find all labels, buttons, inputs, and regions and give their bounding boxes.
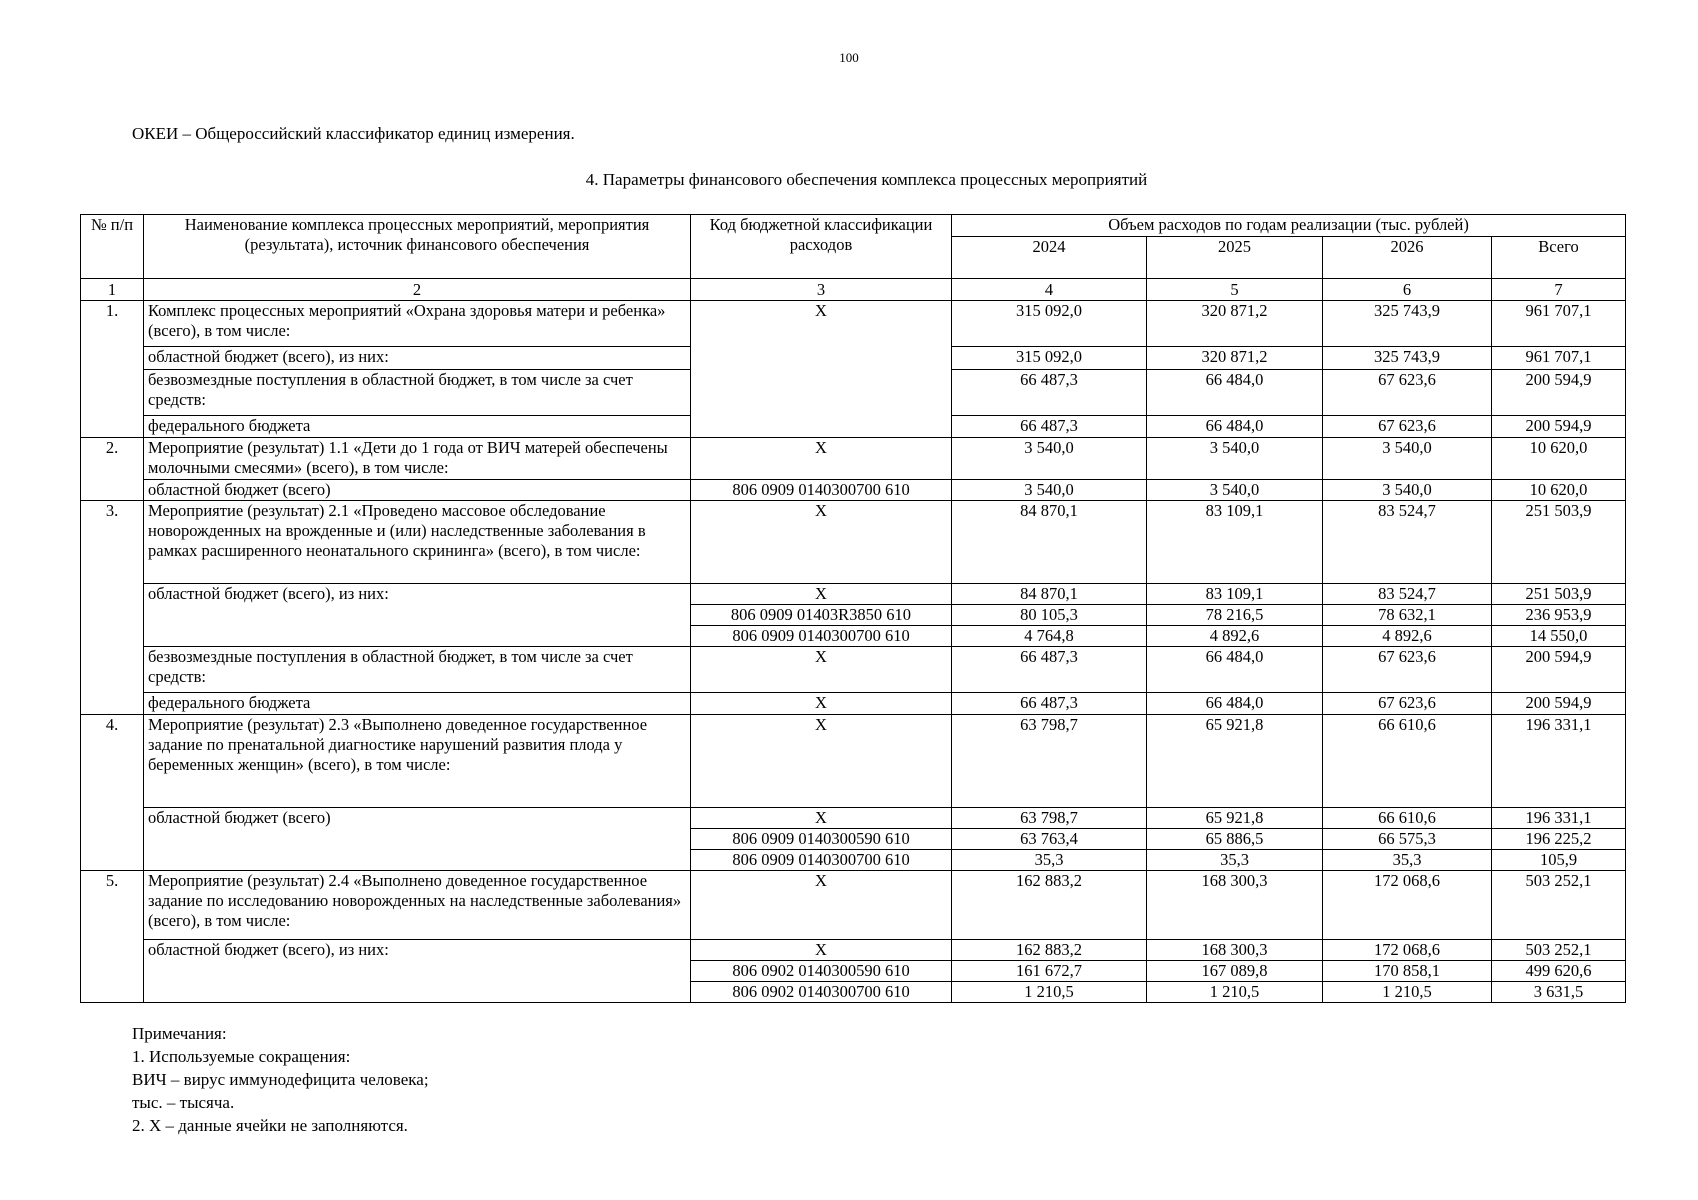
value-2026: 83 524,7 — [1323, 584, 1492, 605]
row-number: 1. — [81, 301, 144, 438]
row-code: X — [691, 693, 952, 715]
value-2024: 63 798,7 — [952, 808, 1147, 829]
index-cell: 2 — [144, 279, 691, 301]
value-2026: 1 210,5 — [1323, 982, 1492, 1003]
row-number: 2. — [81, 438, 144, 501]
row-code: X — [691, 584, 952, 605]
value-total: 503 252,1 — [1492, 940, 1626, 961]
value-total: 251 503,9 — [1492, 501, 1626, 584]
value-2024: 80 105,3 — [952, 605, 1147, 626]
row-name: Мероприятие (результат) 2.4 «Выполнено доведенное государственное задание по исследованию новорожденных на наследственные заболевания» (всего), в том числе: — [144, 871, 691, 940]
value-2024: 66 487,3 — [952, 416, 1147, 438]
value-total: 251 503,9 — [1492, 584, 1626, 605]
value-2025: 168 300,3 — [1147, 871, 1323, 940]
row-code: 806 0909 01403R3850 610 — [691, 605, 952, 626]
value-2026: 325 743,9 — [1323, 301, 1492, 347]
index-cell: 5 — [1147, 279, 1323, 301]
note-line: 1. Используемые сокращения: — [132, 1047, 351, 1066]
table-row — [81, 438, 1626, 480]
value-2025: 167 089,8 — [1147, 961, 1323, 982]
value-2024: 63 763,4 — [952, 829, 1147, 850]
row-number: 4. — [81, 715, 144, 871]
value-2025: 66 484,0 — [1147, 370, 1323, 416]
header-2026: 2026 — [1323, 237, 1492, 279]
row-name: безвозмездные поступления в областной бюджет, в том числе за счет средств: — [144, 647, 691, 693]
value-2024: 161 672,7 — [952, 961, 1147, 982]
row-name: областной бюджет (всего), из них: — [144, 940, 691, 1003]
value-total: 196 225,2 — [1492, 829, 1626, 850]
column-index-row — [81, 279, 1626, 301]
row-code: 806 0909 0140300700 610 — [691, 850, 952, 871]
value-2025: 65 921,8 — [1147, 715, 1323, 808]
row-name: областной бюджет (всего), из них: — [144, 347, 691, 370]
value-total: 961 707,1 — [1492, 347, 1626, 370]
value-2024: 315 092,0 — [952, 347, 1147, 370]
row-name: Мероприятие (результат) 2.3 «Выполнено доведенное государственное задание по пренатальной диагностике нарушений развития плода у беременных женщин» (всего), в том числе: — [144, 715, 691, 808]
value-2024: 315 092,0 — [952, 301, 1147, 347]
row-code: X — [691, 715, 952, 808]
value-2024: 3 540,0 — [952, 480, 1147, 501]
header-name: Наименование комплекса процессных мероприятий, мероприятия (результата), источник финансового обеспечения — [144, 215, 691, 279]
table-row — [81, 940, 1626, 961]
value-total: 200 594,9 — [1492, 416, 1626, 438]
value-total: 236 953,9 — [1492, 605, 1626, 626]
value-2025: 320 871,2 — [1147, 347, 1323, 370]
row-code: X — [691, 808, 952, 829]
row-name: федерального бюджета — [144, 693, 691, 715]
value-2025: 35,3 — [1147, 850, 1323, 871]
table-row — [81, 693, 1626, 715]
index-cell: 4 — [952, 279, 1147, 301]
row-code: 806 0902 0140300700 610 — [691, 982, 952, 1003]
value-2025: 66 484,0 — [1147, 693, 1323, 715]
value-total: 3 631,5 — [1492, 982, 1626, 1003]
value-2026: 66 610,6 — [1323, 808, 1492, 829]
value-total: 499 620,6 — [1492, 961, 1626, 982]
row-name: федерального бюджета — [144, 416, 691, 438]
value-2026: 325 743,9 — [1323, 347, 1492, 370]
header-2025: 2025 — [1147, 237, 1323, 279]
value-2026: 83 524,7 — [1323, 501, 1492, 584]
row-name: областной бюджет (всего) — [144, 808, 691, 871]
value-total: 10 620,0 — [1492, 480, 1626, 501]
row-code: X — [691, 501, 952, 584]
value-total: 503 252,1 — [1492, 871, 1626, 940]
note-line: 2. X – данные ячейки не заполняются. — [132, 1116, 408, 1135]
value-total: 200 594,9 — [1492, 370, 1626, 416]
index-cell: 6 — [1323, 279, 1492, 301]
value-2025: 168 300,3 — [1147, 940, 1323, 961]
value-2024: 84 870,1 — [952, 501, 1147, 584]
value-2026: 4 892,6 — [1323, 626, 1492, 647]
row-code: X — [691, 940, 952, 961]
value-2024: 35,3 — [952, 850, 1147, 871]
header-row — [81, 215, 1626, 237]
value-2026: 67 623,6 — [1323, 693, 1492, 715]
row-number: 3. — [81, 501, 144, 715]
table-row — [81, 715, 1626, 808]
value-2024: 162 883,2 — [952, 940, 1147, 961]
value-2026: 3 540,0 — [1323, 480, 1492, 501]
value-2024: 66 487,3 — [952, 693, 1147, 715]
value-2025: 320 871,2 — [1147, 301, 1323, 347]
value-2025: 83 109,1 — [1147, 501, 1323, 584]
row-code: 806 0909 0140300590 610 — [691, 829, 952, 850]
value-2024: 4 764,8 — [952, 626, 1147, 647]
row-code: X — [691, 301, 952, 438]
value-2026: 170 858,1 — [1323, 961, 1492, 982]
value-total: 10 620,0 — [1492, 438, 1626, 480]
value-total: 196 331,1 — [1492, 808, 1626, 829]
row-number: 5. — [81, 871, 144, 1003]
header-code: Код бюджетной классификации расходов — [691, 215, 952, 279]
row-code: 806 0902 0140300590 610 — [691, 961, 952, 982]
value-2024: 66 487,3 — [952, 647, 1147, 693]
value-2026: 35,3 — [1323, 850, 1492, 871]
value-2025: 65 921,8 — [1147, 808, 1323, 829]
row-name: областной бюджет (всего) — [144, 480, 691, 501]
value-2024: 63 798,7 — [952, 715, 1147, 808]
header-2024: 2024 — [952, 237, 1147, 279]
table-row — [81, 480, 1626, 501]
value-2024: 66 487,3 — [952, 370, 1147, 416]
header-volume: Объем расходов по годам реализации (тыс. рублей) — [952, 215, 1626, 237]
row-code: X — [691, 438, 952, 480]
value-2024: 84 870,1 — [952, 584, 1147, 605]
financing-table — [80, 214, 1626, 1003]
value-2026: 78 632,1 — [1323, 605, 1492, 626]
value-2024: 1 210,5 — [952, 982, 1147, 1003]
row-code: X — [691, 647, 952, 693]
value-2025: 66 484,0 — [1147, 647, 1323, 693]
table-row — [81, 871, 1626, 940]
table-row — [81, 647, 1626, 693]
value-2025: 3 540,0 — [1147, 480, 1323, 501]
value-2025: 1 210,5 — [1147, 982, 1323, 1003]
value-2026: 3 540,0 — [1323, 438, 1492, 480]
row-code: 806 0909 0140300700 610 — [691, 480, 952, 501]
row-name: Комплекс процессных мероприятий «Охрана здоровья матери и ребенка» (всего), в том числе: — [144, 301, 691, 347]
table-row — [81, 808, 1626, 829]
header-num: № п/п — [81, 215, 144, 279]
value-2025: 78 216,5 — [1147, 605, 1323, 626]
header-total: Всего — [1492, 237, 1626, 279]
table-row — [81, 301, 1626, 347]
notes — [132, 1022, 429, 1137]
notes-heading: Примечания: — [132, 1024, 227, 1043]
abbreviation-line: ОКЕИ – Общероссийский классификатор единиц измерения. — [132, 124, 575, 143]
row-code: X — [691, 871, 952, 940]
value-2026: 67 623,6 — [1323, 647, 1492, 693]
page-number: 100 — [839, 50, 859, 65]
row-name: безвозмездные поступления в областной бюджет, в том числе за счет средств: — [144, 370, 691, 416]
table-row — [81, 501, 1626, 584]
row-name: Мероприятие (результат) 1.1 «Дети до 1 года от ВИЧ матерей обеспечены молочными смесями» (всего), в том числе: — [144, 438, 691, 480]
value-total: 14 550,0 — [1492, 626, 1626, 647]
value-total: 196 331,1 — [1492, 715, 1626, 808]
index-cell: 1 — [81, 279, 144, 301]
value-2024: 3 540,0 — [952, 438, 1147, 480]
value-total: 200 594,9 — [1492, 647, 1626, 693]
value-2026: 66 575,3 — [1323, 829, 1492, 850]
index-cell: 3 — [691, 279, 952, 301]
row-name: областной бюджет (всего), из них: — [144, 584, 691, 647]
value-total: 105,9 — [1492, 850, 1626, 871]
index-cell: 7 — [1492, 279, 1626, 301]
value-2025: 4 892,6 — [1147, 626, 1323, 647]
value-2026: 67 623,6 — [1323, 416, 1492, 438]
value-2025: 65 886,5 — [1147, 829, 1323, 850]
value-2025: 3 540,0 — [1147, 438, 1323, 480]
value-2025: 83 109,1 — [1147, 584, 1323, 605]
value-2024: 162 883,2 — [952, 871, 1147, 940]
note-line: тыс. – тысяча. — [132, 1093, 235, 1112]
value-2026: 172 068,6 — [1323, 940, 1492, 961]
value-total: 961 707,1 — [1492, 301, 1626, 347]
section-title: 4. Параметры финансового обеспечения комплекса процессных мероприятий — [585, 170, 1148, 189]
value-total: 200 594,9 — [1492, 693, 1626, 715]
row-name: Мероприятие (результат) 2.1 «Проведено массовое обследование новорожденных на врожденные и (или) наследственные заболевания в рамках расширенного неонатального скрининга» (всего), в том числе: — [144, 501, 691, 584]
value-2026: 172 068,6 — [1323, 871, 1492, 940]
note-line: ВИЧ – вирус иммунодефицита человека; — [132, 1070, 429, 1089]
table-row — [81, 584, 1626, 605]
value-2026: 67 623,6 — [1323, 370, 1492, 416]
value-2025: 66 484,0 — [1147, 416, 1323, 438]
row-code: 806 0909 0140300700 610 — [691, 626, 952, 647]
value-2026: 66 610,6 — [1323, 715, 1492, 808]
